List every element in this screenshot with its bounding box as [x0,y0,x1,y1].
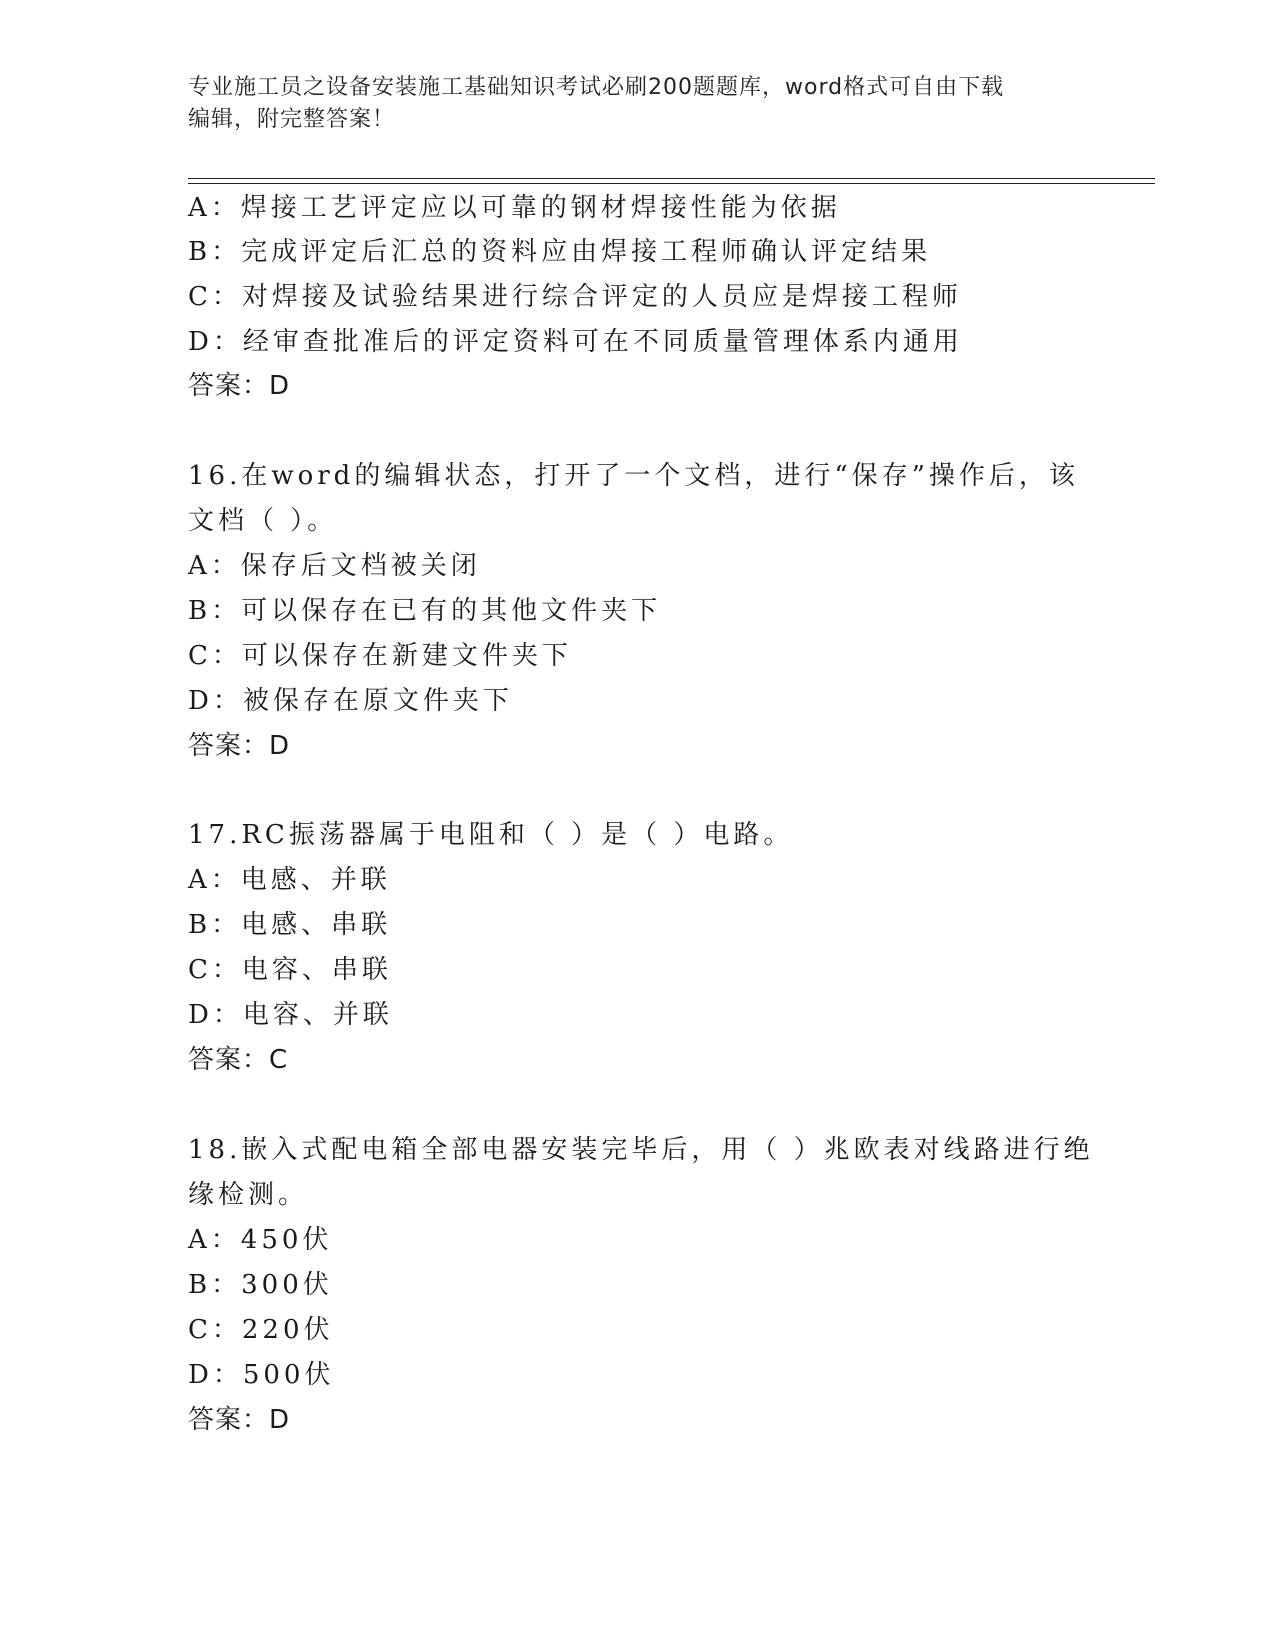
q18-option-c: C：220伏 [188,1315,334,1345]
q15-answer: 答案：D [188,371,291,401]
q18-option-a: A：450伏 [188,1225,333,1255]
q18-stem-line-1: 18.嵌入式配电箱全部电器安装完毕后，用（ ）兆欧表对线路进行绝 [188,1135,1094,1165]
header-divider-bottom [188,183,1155,184]
q16-answer: 答案：D [188,731,291,761]
q17-option-b: B：电感、串联 [188,910,392,940]
q18-answer: 答案：D [188,1405,291,1435]
q18-option-b: B：300伏 [188,1270,333,1300]
document-header [188,72,1088,136]
q17-stem-line-1: 17.RC振荡器属于电阻和（ ）是（ ）电路。 [188,820,794,850]
q17-option-d: D：电容、并联 [188,1000,393,1030]
header-title-line-1: 专业施工员之设备安装施工基础知识考试必刷200题题库，word格式可自由下载 [188,75,1005,100]
q16-option-c: C：可以保存在新建文件夹下 [188,641,572,671]
q16-option-a: A：保存后文档被关闭 [188,551,481,581]
q16-option-d: D：被保存在原文件夹下 [188,686,513,716]
q17-option-c: C：电容、串联 [188,955,392,985]
q16-option-b: B：可以保存在已有的其他文件夹下 [188,596,662,626]
q15-option-d: D：经审查批准后的评定资料可在不同质量管理体系内通用 [188,327,963,357]
q17-answer: 答案：C [188,1045,289,1075]
q18-option-d: D：500伏 [188,1360,335,1390]
q15-option-a: A：焊接工艺评定应以可靠的钢材焊接性能为依据 [188,193,841,223]
header-title-line-2: 编辑，附完整答案！ [188,107,396,132]
q18-stem-line-2: 缘检测。 [188,1180,309,1210]
q15-option-b: B：完成评定后汇总的资料应由焊接工程师确认评定结果 [188,237,932,267]
header-divider-top [188,178,1155,179]
q17-option-a: A：电感、并联 [188,865,391,895]
q15-option-c: C：对焊接及试验结果进行综合评定的人员应是焊接工程师 [188,282,962,312]
q16-stem-line-1: 16.在word的编辑状态，打开了一个文档，进行“保存”操作后，该 [188,461,1079,491]
q16-stem-line-2: 文档（ ）。 [188,506,338,536]
